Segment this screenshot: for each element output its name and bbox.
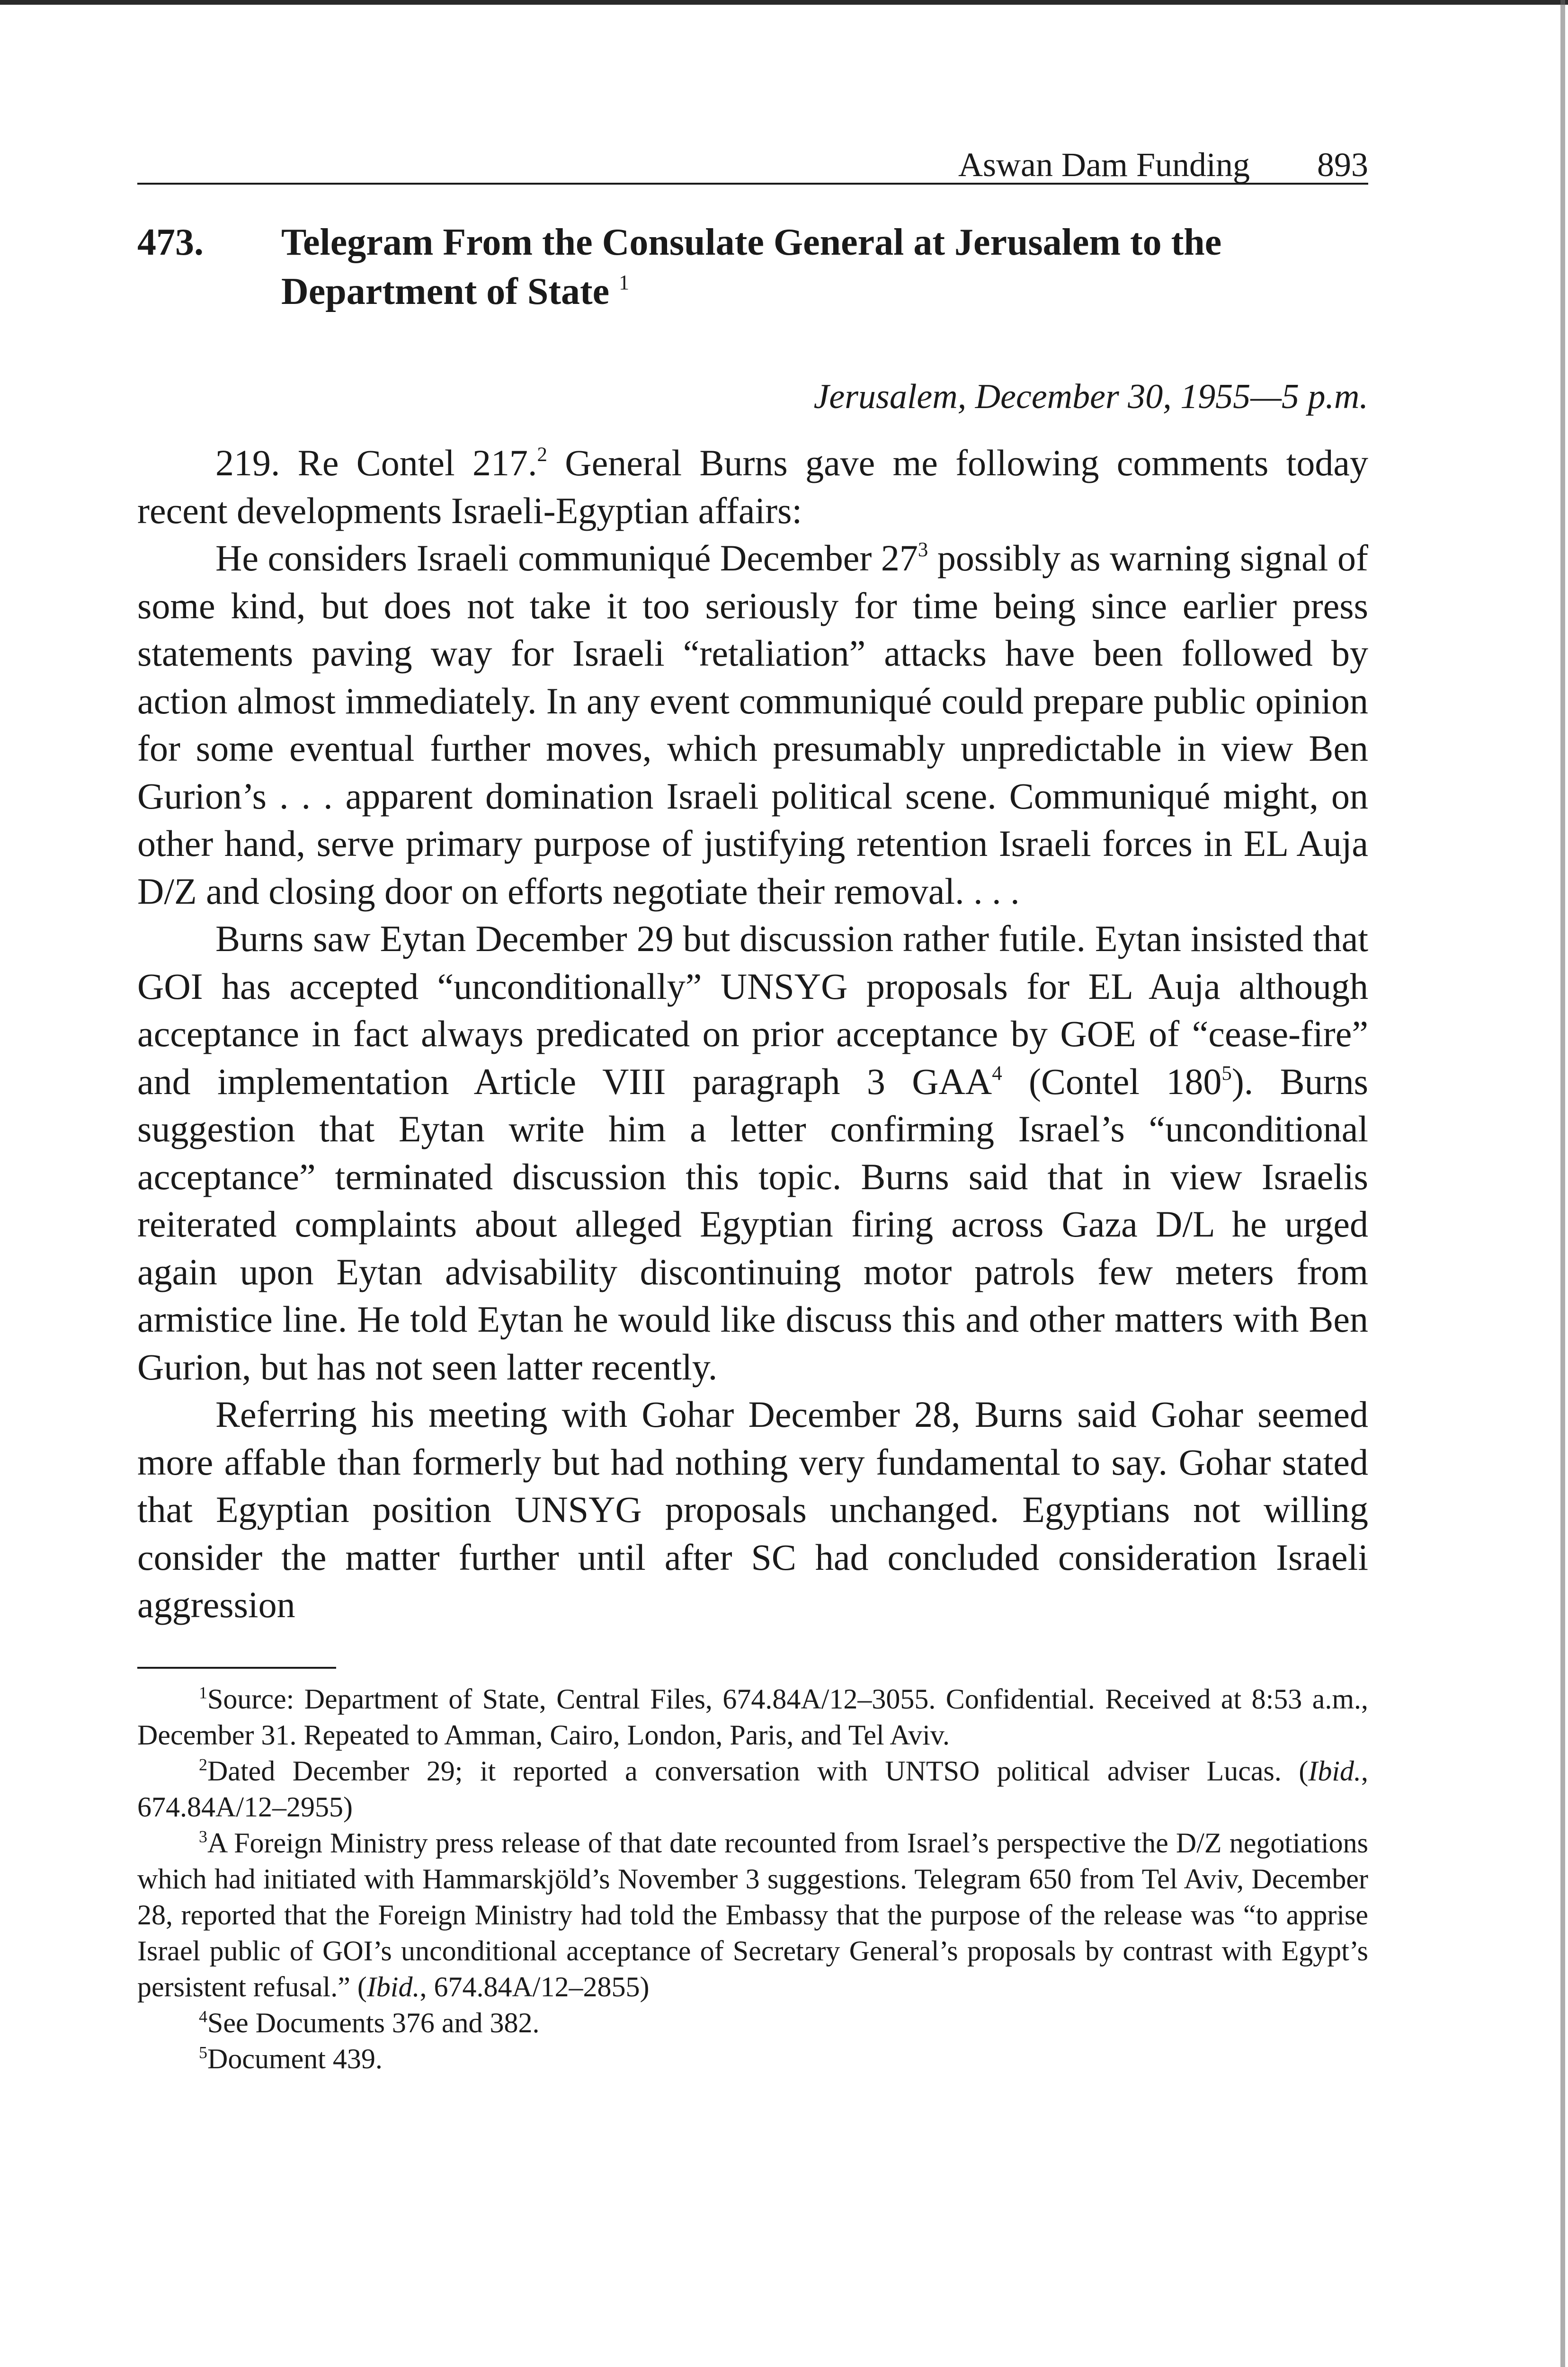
ibid-citation: Ibid. [1308,1755,1361,1787]
paragraph-text: (Contel 180 [1002,1060,1222,1102]
document-title [281,218,1368,316]
footnote-text: Document 439. [207,2043,383,2074]
footnote-text: , 674.84A/12–2955) [137,1755,1368,1823]
footnote [137,1753,1368,1825]
footnote-divider [137,1667,336,1669]
footnote [137,1681,1368,1753]
running-head-title: Aswan Dam Funding [958,146,1250,184]
footnote-ref: 4 [992,1062,1002,1085]
document-title-text: Telegram From the Consulate General at Jerusalem to the Department of State [281,222,1222,312]
footnote [137,2041,1368,2077]
footnote-number: 4 [199,2006,207,2026]
paragraph-text: General Burns gave me following comments today recent developments Israeli-Egyptian affairs: [137,442,1368,531]
footnote-number: 1 [199,1682,207,1702]
footnote-text: , 674.84A/12–2855) [419,1971,650,2002]
footnote-text: Dated December 29; it reported a conversation with UNTSO political adviser Lucas. ( [207,1755,1309,1787]
footnotes [137,1681,1368,2077]
scan-edge-right [1560,0,1565,2367]
paragraph [137,439,1368,534]
footnote-ref: 2 [537,443,547,466]
footnote-ref: 3 [918,538,928,561]
document-number: 473. [137,222,204,263]
paragraph [137,534,1368,915]
paragraph [137,915,1368,1391]
ibid-citation: Ibid. [366,1971,420,2002]
footnote-text: A Foreign Ministry press release of that date recounted from Israel’s perspective the D/Z negotiations which had initiated with Hammarskjöld’s November 3 suggestions. Telegram 650 from Tel Aviv, December 28, reported that the Foreign Ministry had told the Embassy that the purpose of the release was “to apprise Israel public of GOI’s unconditional acceptance of Secretary General’s proposals by contrast with Egypt’s persistent refusal.” ( [137,1827,1368,2002]
paragraph-text: possibly as warning signal of some kind, but does not take it too seriously for time being since earlier press statements paving way for Israeli “retaliation” attacks have been followed by action almost immediately. In any event communiqué could prepare public opinion for some eventual further moves, which presumably unpredictable in view Ben Gurion’s . . . apparent domination Israeli political scene. Communiqué might, on other hand, serve primary purpose of justifying retention Israeli forces in EL Auja D/Z and closing door on efforts negotiate their removal. . . . [137,537,1368,912]
document-heading [137,218,1368,316]
document-page [137,137,1368,2077]
paragraph-text: Referring his meeting with Gohar December 28, Burns said Gohar seemed more affable than formerly but had nothing very fundamental to say. Gohar stated that Egyptian position UNSYG proposals unchanged. Egyptians not willing consider the matter further until after SC had concluded consideration Israeli aggression [137,1394,1368,1625]
dateline: Jerusalem, December 30, 1955—5 p.m. [813,377,1368,416]
footnote-ref: 1 [619,271,630,294]
paragraph-text: ). Burns suggestion that Eytan write him a letter confirming Israel’s “unconditional acceptance” terminated discussion this topic. Burns said that in view Israelis reiterated complaints about alleged Egyptian firing across Gaza D/L he urged again upon Eytan advisability discontinuing motor patrols few meters from armistice line. He told Eytan he would like discuss this and other matters with Ben Gurion, but has not seen latter recently. [137,1060,1368,1388]
footnote-text: See Documents 376 and 382. [207,2007,540,2038]
paragraph-text: 219. Re Contel 217. [215,442,537,483]
footnote-number: 2 [199,1754,207,1774]
footnote-number: 5 [199,2042,207,2062]
paragraph-text: Burns saw Eytan December 29 but discussion rather futile. Eytan insisted that GOI has accepted “unconditionally” UNSYG proposals for EL Auja although acceptance in fact always predicated on prior acceptance by GOE of “cease-fire” and implementation Article VIII paragraph 3 GAA [137,918,1368,1102]
footnote-text: Source: Department of State, Central Files, 674.84A/12–3055. Confidential. Received at 8:53 a.m., December 31. Repeated to Amman, Cairo, London, Paris, and Tel Aviv. [137,1683,1368,1751]
page-number: 893 [1317,146,1368,184]
footnote-ref: 5 [1221,1062,1232,1085]
footnote [137,1825,1368,2005]
paragraph-text: He considers Israeli communiqué December 27 [215,537,918,578]
running-head [137,137,1368,185]
footnote [137,2005,1368,2041]
footnote-number: 3 [199,1826,207,1846]
telegram-body [137,439,1368,1629]
scan-edge-top [0,0,1568,5]
paragraph [137,1391,1368,1629]
